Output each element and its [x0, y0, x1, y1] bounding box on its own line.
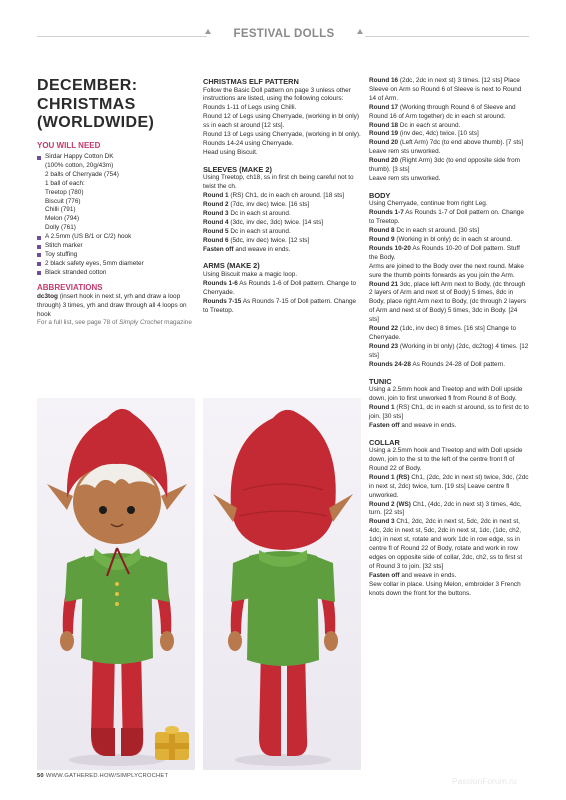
round-label: Round 17: [369, 103, 399, 111]
instruction-round: [203, 280, 361, 298]
round-text: (Right Arm) 3dc (to end opposite side from thumb). [3 sts]: [369, 157, 520, 174]
footer-url: WWW.GATHERED.HOW/SIMPLYCROCHET: [45, 773, 169, 779]
instruction-text: Using a 2.5mm hook and Treetop and with Doll upside down, join to first unworked fl from Round 8 of Body.: [369, 386, 523, 402]
round-label: Round 18: [369, 121, 399, 129]
instruction-text: Head using Biscuit.: [203, 148, 258, 156]
round-label: Round 9: [369, 236, 395, 243]
instruction-round: [369, 77, 529, 104]
round-text: (7dc, inv dec) twice. [16 sts]: [228, 200, 310, 208]
round-text: (5dc, inv dec) twice. [12 sts]: [228, 236, 310, 244]
round-label: Rounds 10-20: [369, 244, 411, 252]
header-triangle-right: [357, 29, 363, 34]
round-label: Round 8: [369, 227, 395, 235]
round-label: Round 1: [369, 403, 395, 411]
page-footer: [37, 773, 168, 779]
instruction-round: [369, 281, 529, 326]
round-label: Rounds 24-28: [369, 360, 411, 368]
you-will-need-heading: YOU WILL NEED: [37, 141, 101, 150]
instruction-round: [369, 130, 529, 139]
header-triangle-left: [205, 29, 211, 34]
material-item: 2 black safety eyes, 5mm diameter: [37, 260, 192, 269]
round-text: Dc in each st around. [30 sts]: [394, 227, 480, 235]
instruction-text: Arms are joined to the Body over the next round. Make sure the thumb points forwards as you join the Arm.: [369, 262, 524, 279]
title-line-1: DECEMBER:: [37, 77, 138, 94]
instruction-round: [203, 228, 361, 237]
round-text: As Rounds 1-6 of Doll pattern. Change to Cherryade.: [203, 279, 357, 296]
instruction-round: [369, 343, 529, 361]
round-text: (1dc, inv dec) 8 times. [16 sts] Change to Cherryade.: [369, 325, 517, 341]
round-label: Rounds 7-15: [203, 297, 242, 305]
instruction-text: Using Cherryade, continue from right Leg.: [369, 200, 488, 208]
round-text: Ch1, (4dc, 2dc in next st) 3 times, 4dc, turn. [22 sts]: [369, 500, 522, 517]
instruction-round: [369, 157, 529, 175]
header-rule-right: [365, 36, 529, 37]
elf-doll-front-photo: [37, 398, 195, 770]
round-text: (2dc, 2dc in next st) 3 times. [12 sts] Place Sleeve on Arm so Round 6 of Sleeve is next to Round 14 of Arm.: [369, 77, 522, 102]
instruction-round: [369, 104, 529, 122]
round-text: (Working in bl only) dc in each st around.: [394, 236, 513, 243]
round-text: (Left Arm) 7dc (to end above thumb). [7 sts] Leave rem sts unworked.: [369, 139, 524, 156]
left-column: [37, 141, 192, 328]
material-item: 1 ball of each:: [45, 179, 85, 187]
material-item: A 2.5mm (US B/1 or C/2) hook: [37, 233, 192, 242]
round-label: Round 20: [369, 157, 399, 165]
section-heading: TUNIC: [369, 376, 392, 386]
material-item: Biscuit (776): [45, 197, 81, 205]
instruction-text: Using Treetop, ch18, ss in first ch being careful not to twist the ch.: [203, 174, 354, 191]
round-text: Ch1, (2dc, 2dc in next st) twice, 3dc, (2dc in next st, 2dc) twice, turn. [19 sts] Leave centre fl unworked.: [369, 473, 529, 499]
round-text: As Rounds 10-20 of Doll pattern. Stuff the Body.: [369, 244, 520, 261]
title-line-3: (WORLDWIDE): [37, 114, 155, 131]
round-text: As Rounds 7-15 of Doll pattern. Change to Treetop.: [203, 297, 357, 314]
instruction-round: [369, 325, 529, 343]
abbreviation-definition: (insert hook in next st, yrh and draw a loop through) 3 times, yrh and draw through all 4 loops on hook: [37, 292, 187, 318]
round-label: Round 2: [203, 200, 229, 208]
round-text: (RS) Ch1, dc in each ch around. [18 sts]: [228, 192, 345, 200]
instruction-round: [369, 209, 529, 227]
round-label: Round 23: [369, 342, 399, 350]
instruction-round: [203, 298, 361, 316]
title-line-2: CHRISTMAS: [37, 95, 136, 113]
round-text: 3dc, place left Arm next to Body, (dc through 2 layers of Arm and next st of Body) 5 times, 8dc in Body, place right Arm next to Body, (dc through 2 layers of Arm and next st of Body) 5 times, 3dc in Body. [24 sts]: [369, 280, 527, 324]
round-label: Round 22: [369, 325, 399, 333]
round-text: As Rounds 1-7 of Doll pattern on. Change to Treetop.: [369, 209, 524, 226]
instruction-round: [369, 404, 529, 422]
round-label: Fasten off: [369, 421, 400, 429]
round-label: Rounds 1-7: [369, 209, 404, 217]
round-label: Round 19: [369, 130, 399, 138]
material-item: 2 balls of Cherryade (754): [45, 170, 119, 178]
instruction-round: [369, 139, 529, 157]
article-title: [37, 77, 187, 133]
round-label: Round 4: [203, 218, 229, 226]
page-header: [0, 0, 566, 64]
instruction-round: [203, 210, 361, 219]
right-column: [369, 77, 529, 599]
round-text: (Working in bl only) (2dc, dc2tog) 4 times. [12 sts]: [369, 342, 529, 359]
round-text: Dc in each st around.: [398, 121, 461, 129]
round-text: (inv dec, 4dc) twice. [10 sts]: [398, 130, 479, 138]
round-label: Round 1 (RS): [369, 473, 410, 481]
round-label: Round 6: [203, 236, 229, 244]
abbreviation-term: dc3tog: [37, 292, 58, 300]
section-heading: CHRISTMAS ELF PATTERN: [203, 77, 299, 86]
page-number: 50: [37, 773, 44, 779]
material-item: Black stranded cotton: [37, 269, 192, 278]
material-item: Melon (794): [45, 215, 80, 223]
instruction-text: Sew collar in place. Using Melon, embroider 3 French knots down the front for the buttons.: [369, 580, 521, 597]
round-label: Round 3: [203, 209, 229, 217]
instruction-round: [369, 227, 529, 236]
elf-doll-back-photo: [203, 398, 361, 770]
round-label: Round 16: [369, 77, 399, 84]
instruction-text: Using a 2.5mm hook and Treetop and with Doll upside down, join to the st to the left of the centre front fl of Round 22 of Body.: [369, 447, 523, 472]
instruction-round: [203, 219, 361, 228]
material-item: Toy stuffing: [37, 251, 192, 260]
round-label: Round 20: [369, 139, 399, 147]
instruction-round: [203, 192, 361, 201]
material-item: Stitch marker: [37, 242, 192, 251]
round-text: Dc in each st around.: [228, 209, 291, 217]
round-label: Round 21: [369, 280, 399, 288]
round-text: and weave in ends.: [399, 421, 457, 429]
instruction-text: Using Biscuit make a magic loop.: [203, 270, 298, 278]
magazine-name: Simply Crochet: [119, 319, 163, 327]
round-text: and weave in ends.: [233, 245, 291, 253]
instruction-round: [369, 122, 529, 131]
material-item: Chilli (791): [45, 206, 76, 214]
material-item: Treetop (780): [45, 188, 84, 196]
instruction-round: [203, 201, 361, 210]
instruction-round: [369, 518, 529, 571]
instruction-round: [203, 246, 361, 255]
material-item: (100% cotton, 20g/43m): [45, 161, 114, 169]
section-heading: SLEEVES (MAKE 2): [203, 164, 272, 174]
section-heading: COLLAR: [369, 437, 400, 447]
material-item: Sirdar Happy Cotton DK: [37, 153, 192, 162]
instruction-round: [369, 245, 529, 263]
abbreviations-heading: ABBREVIATIONS: [37, 282, 103, 292]
section-title: FESTIVAL DOLLS: [233, 28, 335, 40]
more-info-text: For a full list, see page 78 of: [37, 319, 120, 327]
instruction-round: [369, 501, 529, 519]
instruction-round: [369, 572, 529, 581]
round-text: Ch1, 2dc, 2dc in next st, 5dc, 2dc in next st, 4dc, 2dc in next st, 5dc, 2dc in next st, 1dc, (1dc, ch2, 1dc) in next st, rotate and work 1dc in row edge, ss in centre fl of Round 22 of Body, rotate and work in row edges on opposite side of collar, 2dc, ch2, ss to first st of Round 3 to join. [32 sts]: [369, 518, 523, 570]
round-text: and weave in ends.: [399, 571, 457, 579]
instruction-text: Round 12 of Legs using Cherryade, (working in bl only) ss in each st around [12 sts].: [203, 113, 359, 130]
instruction-text: Rounds 14-24 using Cherryade.: [203, 139, 294, 147]
round-label: Round 1: [203, 192, 229, 200]
instruction-round: [369, 422, 529, 431]
elf-front-illustration: [37, 398, 195, 770]
round-text: (RS) Ch1, dc in each st around, ss to first dc to join. [30 sts]: [369, 403, 529, 420]
instruction-round: [203, 237, 361, 246]
section-heading: BODY: [369, 190, 391, 200]
round-label: Fasten off: [203, 245, 234, 253]
abbreviation-entry: [37, 293, 192, 320]
round-label: Round 3: [369, 518, 395, 526]
round-text: As Rounds 24-28 of Doll pattern.: [410, 360, 506, 368]
instruction-round: [369, 474, 529, 501]
round-label: Fasten off: [369, 571, 400, 579]
instruction-text: Round 13 of Legs using Cherryade, (working in bl only).: [203, 131, 361, 139]
watermark: PassionForum.ru: [452, 776, 517, 786]
round-label: Round 2 (WS): [369, 500, 411, 508]
abbreviation-more-info: [37, 319, 192, 328]
instruction-text: Rounds 1-11 of Legs using Chilli.: [203, 104, 297, 112]
instruction-text: Follow the Basic Doll pattern on page 3 unless other instructions are listed, using the following colours:: [203, 86, 351, 103]
instruction-text: Leave rem sts unworked.: [369, 174, 441, 182]
section-heading: ARMS (MAKE 2): [203, 261, 260, 271]
more-info-suffix: magazine: [162, 319, 192, 327]
round-text: (3dc, inv dec, 3dc) twice. [14 sts]: [228, 218, 324, 226]
round-label: Rounds 1-6: [203, 279, 238, 287]
header-rule-left: [37, 36, 207, 37]
round-text: (Working through Round 6 of Sleeve and Round 16 of Arm together) dc in each st around.: [369, 103, 516, 120]
elf-back-illustration: [203, 398, 361, 770]
instruction-round: [369, 236, 529, 245]
instruction-round: [369, 361, 529, 370]
round-label: Round 5: [203, 227, 229, 235]
material-item: Dolly (761): [45, 224, 76, 232]
middle-column: [203, 77, 361, 315]
materials-list: [37, 153, 192, 278]
round-text: Dc in each st around.: [228, 227, 291, 235]
